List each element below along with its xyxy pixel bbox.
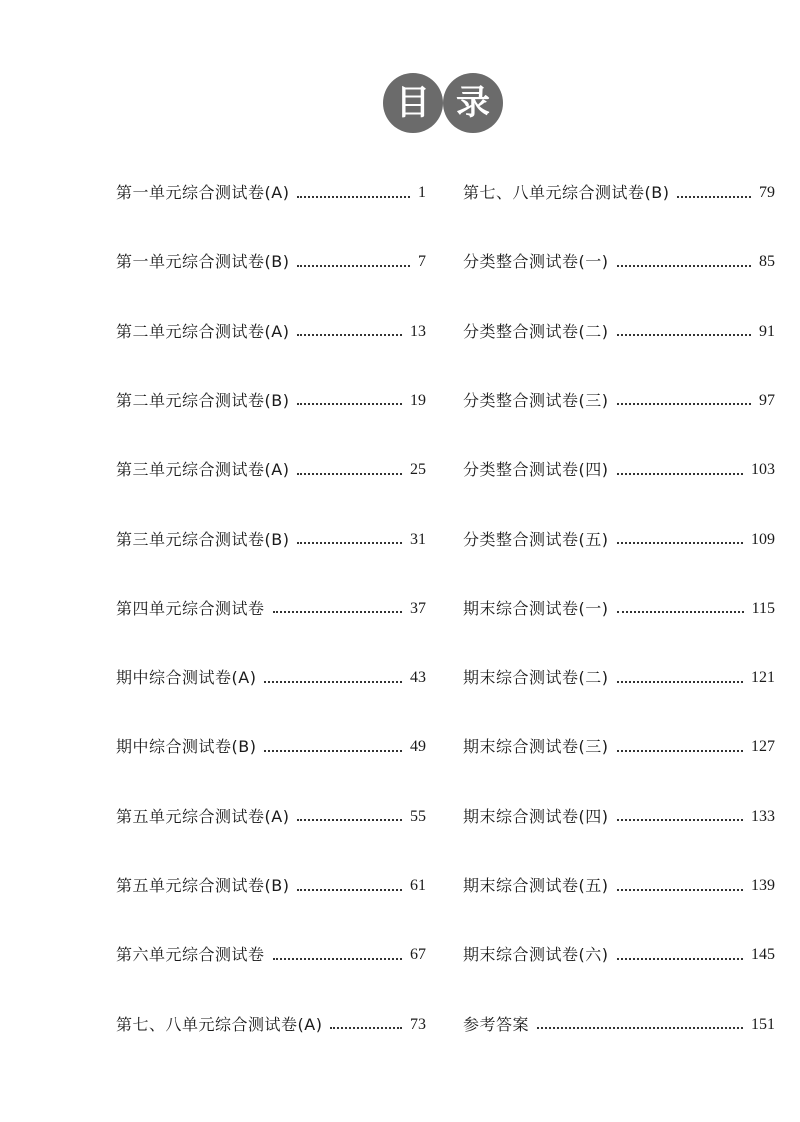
toc-entry[interactable] bbox=[116, 247, 426, 277]
toc-entry-page-number: 97 bbox=[759, 391, 775, 409]
toc-entry-title: 期末综合测试卷(一) bbox=[463, 598, 609, 618]
toc-entry-page-number: 145 bbox=[751, 946, 775, 964]
dot-leader bbox=[264, 680, 402, 683]
toc-entry-title: 第二单元综合测试卷(B) bbox=[116, 390, 290, 410]
toc-entry-title: 分类整合测试卷(一) bbox=[463, 252, 609, 272]
toc-entry-title: 第五单元综合测试卷(A) bbox=[116, 806, 290, 826]
toc-entry-page-number: 109 bbox=[751, 530, 775, 548]
toc-entry[interactable] bbox=[463, 455, 775, 485]
toc-entry-page-number: 85 bbox=[759, 253, 775, 271]
toc-entry-page-number: 43 bbox=[410, 669, 426, 687]
dot-leader bbox=[264, 749, 402, 752]
toc-entry[interactable] bbox=[463, 802, 775, 832]
toc-entry-title: 分类整合测试卷(四) bbox=[463, 460, 609, 480]
dot-leader bbox=[537, 1026, 743, 1029]
toc-entry-title: 分类整合测试卷(二) bbox=[463, 321, 609, 341]
toc-entry[interactable] bbox=[116, 871, 426, 901]
dot-leader bbox=[297, 472, 402, 475]
toc-entry-page-number: 127 bbox=[751, 738, 775, 756]
toc-entry[interactable] bbox=[463, 247, 775, 277]
dot-leader bbox=[617, 472, 744, 475]
title-char-1: 目 bbox=[383, 73, 443, 133]
toc-entry[interactable] bbox=[463, 1010, 775, 1040]
toc-entry-title: 第三单元综合测试卷(B) bbox=[116, 529, 290, 549]
dot-leader bbox=[617, 818, 744, 821]
toc-entry[interactable] bbox=[463, 871, 775, 901]
toc-entry[interactable] bbox=[116, 317, 426, 347]
dot-leader bbox=[617, 680, 744, 683]
dot-leader bbox=[617, 957, 744, 960]
toc-entry-page-number: 115 bbox=[751, 599, 775, 617]
toc-entry-page-number: 55 bbox=[410, 807, 426, 825]
toc-entry-title: 第一单元综合测试卷(B) bbox=[116, 252, 290, 272]
toc-entry-page-number: 73 bbox=[410, 1015, 426, 1033]
dot-leader bbox=[297, 818, 402, 821]
toc-entry-title: 期末综合测试卷(三) bbox=[463, 737, 609, 757]
toc-entry-title: 期末综合测试卷(六) bbox=[463, 945, 609, 965]
dot-leader bbox=[617, 402, 752, 405]
toc-entry-page-number: 31 bbox=[410, 530, 426, 548]
toc-entry-page-number: 37 bbox=[410, 599, 426, 617]
toc-entry-title: 期末综合测试卷(四) bbox=[463, 806, 609, 826]
toc-entry-title: 参考答案 bbox=[463, 1014, 530, 1034]
toc-entry-page-number: 25 bbox=[410, 461, 426, 479]
toc-entry-title: 第七、八单元综合测试卷(B) bbox=[463, 183, 670, 202]
dot-leader bbox=[297, 333, 402, 336]
toc-entry-page-number: 49 bbox=[410, 738, 426, 756]
toc-entry-title: 第三单元综合测试卷(A) bbox=[116, 460, 290, 480]
toc-entry[interactable] bbox=[116, 178, 426, 208]
toc-entry-title: 第五单元综合测试卷(B) bbox=[116, 876, 290, 895]
toc-entry[interactable] bbox=[116, 802, 426, 832]
toc-entry[interactable] bbox=[116, 940, 426, 970]
toc-entry-title: 期末综合测试卷(五) bbox=[463, 876, 609, 895]
dot-leader bbox=[297, 264, 410, 267]
dot-leader bbox=[297, 402, 402, 405]
toc-entry-title: 期中综合测试卷(A) bbox=[116, 668, 257, 688]
toc-entry-page-number: 139 bbox=[751, 877, 775, 894]
toc-entry-title: 期末综合测试卷(二) bbox=[463, 668, 609, 688]
toc-entry-page-number: 91 bbox=[759, 322, 775, 340]
toc-entry[interactable] bbox=[463, 594, 775, 624]
toc-entry-title: 第二单元综合测试卷(A) bbox=[116, 321, 290, 341]
toc-entry[interactable] bbox=[116, 525, 426, 555]
toc-entry[interactable] bbox=[116, 1010, 426, 1040]
toc-entry-page-number: 151 bbox=[751, 1015, 775, 1033]
toc-entry[interactable] bbox=[116, 594, 426, 624]
dot-leader bbox=[617, 610, 744, 613]
toc-entry[interactable] bbox=[116, 732, 426, 762]
toc-entry[interactable] bbox=[463, 940, 775, 970]
toc-entry[interactable] bbox=[116, 663, 426, 693]
toc-entry[interactable] bbox=[463, 525, 775, 555]
toc-entry-page-number: 67 bbox=[410, 946, 426, 964]
toc-entry-title: 第四单元综合测试卷 bbox=[116, 598, 265, 618]
dot-leader bbox=[617, 749, 744, 752]
toc-entry-title: 第六单元综合测试卷 bbox=[116, 945, 265, 965]
toc-entry-title: 第七、八单元综合测试卷(A) bbox=[116, 1014, 323, 1034]
toc-entry[interactable] bbox=[116, 386, 426, 416]
dot-leader bbox=[617, 541, 744, 544]
dot-leader bbox=[273, 957, 402, 960]
toc-entry-page-number: 7 bbox=[418, 253, 426, 271]
toc-entry[interactable] bbox=[463, 386, 775, 416]
dot-leader bbox=[297, 541, 402, 544]
title-char-2: 录 bbox=[443, 73, 503, 133]
toc-entry-title: 第一单元综合测试卷(A) bbox=[116, 183, 290, 202]
toc-entry-title: 期中综合测试卷(B) bbox=[116, 737, 257, 757]
dot-leader bbox=[297, 888, 402, 891]
toc-entry[interactable] bbox=[463, 317, 775, 347]
toc-entry-page-number: 61 bbox=[410, 877, 426, 894]
toc-entry-page-number: 121 bbox=[751, 669, 775, 687]
toc-entry-title: 分类整合测试卷(三) bbox=[463, 390, 609, 410]
toc-entry-page-number: 13 bbox=[410, 322, 426, 340]
toc-entry-page-number: 79 bbox=[759, 184, 775, 201]
dot-leader bbox=[677, 195, 751, 198]
page-title bbox=[0, 73, 800, 133]
dot-leader bbox=[330, 1026, 402, 1029]
dot-leader bbox=[617, 888, 744, 891]
dot-leader bbox=[273, 610, 402, 613]
toc-entry[interactable] bbox=[116, 455, 426, 485]
toc-entry-page-number: 133 bbox=[751, 807, 775, 825]
toc-entry-page-number: 19 bbox=[410, 391, 426, 409]
dot-leader bbox=[617, 333, 752, 336]
toc-entry-page-number: 103 bbox=[751, 461, 775, 479]
dot-leader bbox=[617, 264, 752, 267]
toc-entry[interactable] bbox=[463, 178, 775, 208]
dot-leader bbox=[297, 195, 410, 198]
toc-entry[interactable] bbox=[463, 732, 775, 762]
toc-entry-page-number: 1 bbox=[418, 184, 426, 201]
toc-entry-title: 分类整合测试卷(五) bbox=[463, 529, 609, 549]
toc-entry[interactable] bbox=[463, 663, 775, 693]
